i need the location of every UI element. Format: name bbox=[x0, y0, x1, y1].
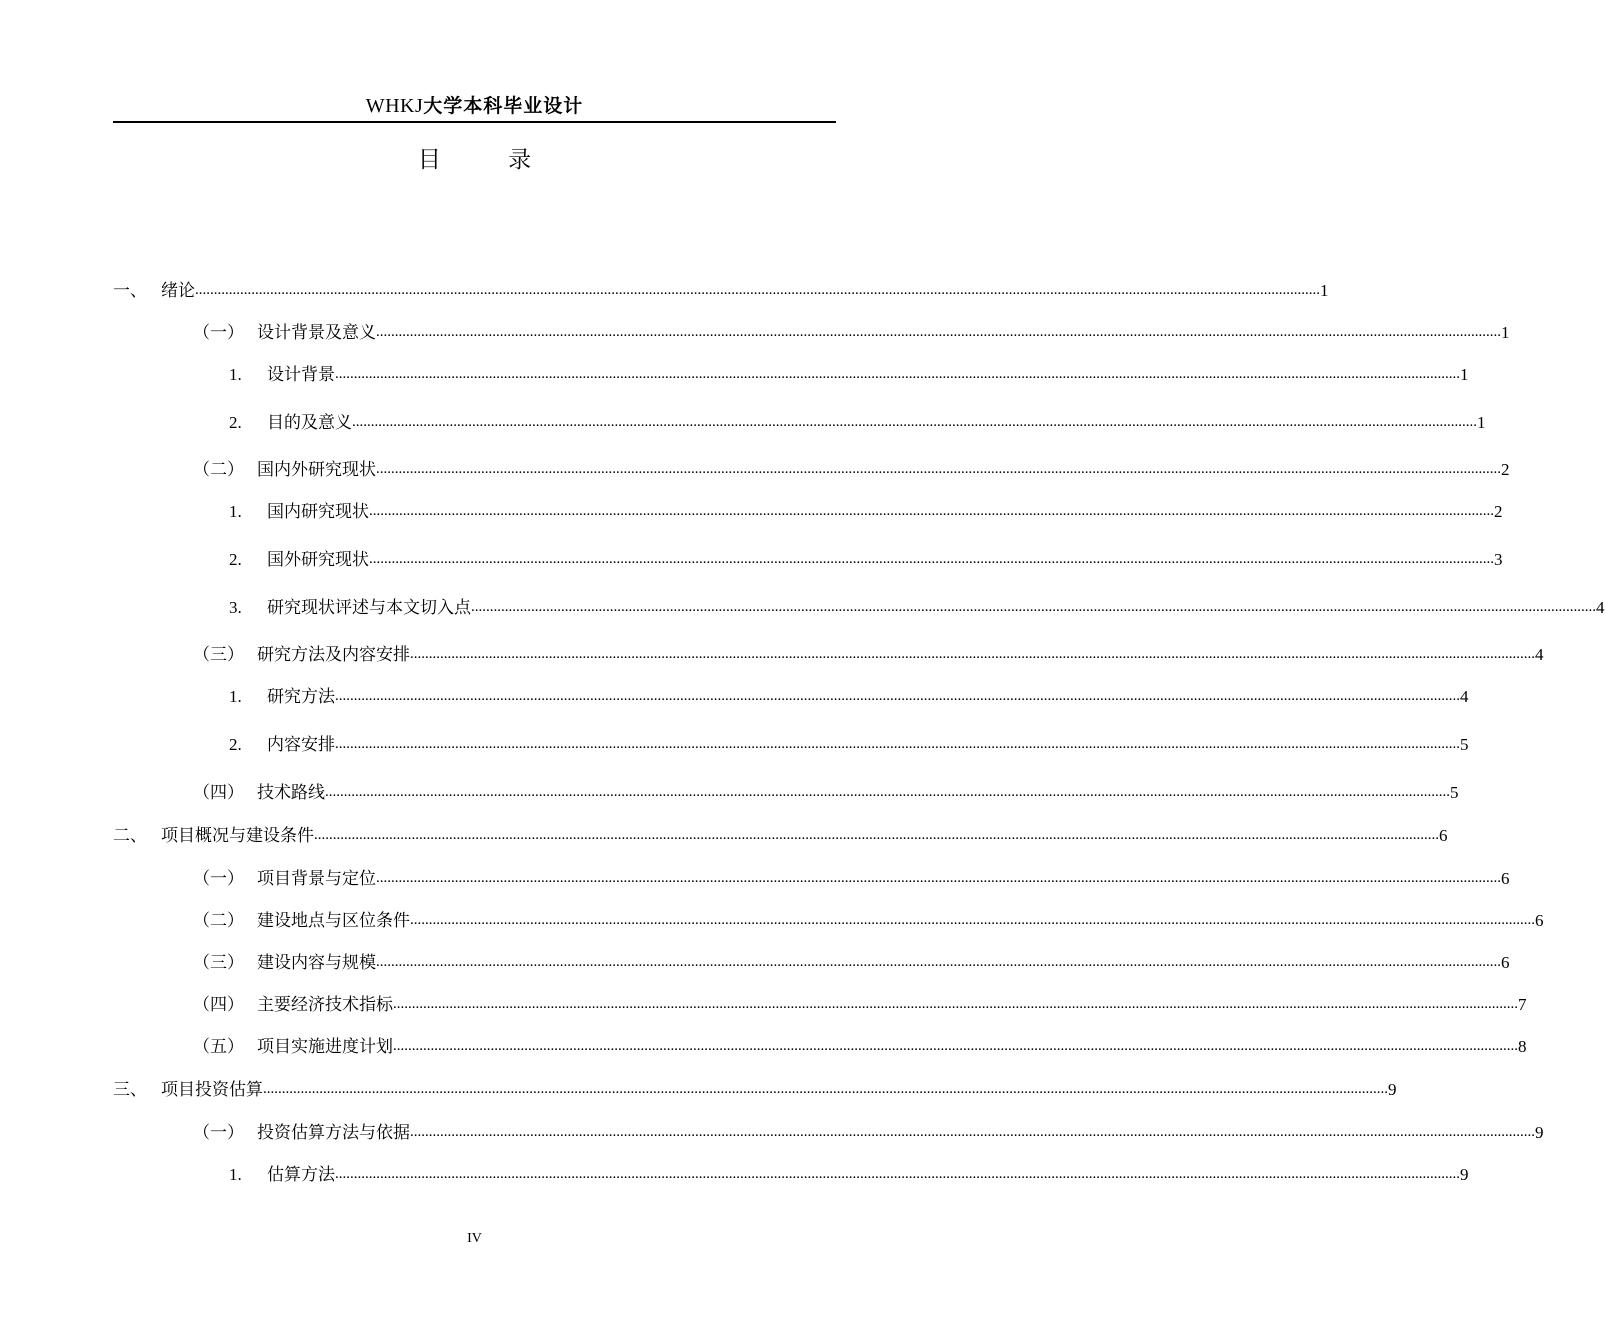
toc-entry-page: 9 bbox=[1460, 1165, 1469, 1184]
toc-entry[interactable] bbox=[193, 1035, 1527, 1059]
toc-dot-leader: ............................................................................................................................................................................................................................................................................................................ bbox=[335, 366, 1460, 382]
toc-entry[interactable] bbox=[193, 909, 1544, 933]
toc-entry-title: 建设地点与区位条件 bbox=[257, 911, 410, 931]
header-rule bbox=[113, 121, 836, 123]
toc-entry-title: 项目背景与定位 bbox=[257, 869, 376, 889]
toc-entry-page: 2 bbox=[1501, 460, 1510, 479]
toc-entry[interactable] bbox=[229, 363, 1469, 387]
toc-entry-title: 研究现状评述与本文切入点 bbox=[267, 598, 471, 618]
toc-entry-page: 1 bbox=[1320, 281, 1329, 300]
toc-entry-number: 2. bbox=[229, 550, 242, 569]
toc-entry-number: 1. bbox=[229, 687, 242, 706]
toc-entry-page: 1 bbox=[1501, 323, 1510, 342]
toc-entry-page: 7 bbox=[1518, 995, 1527, 1014]
toc-entry-title: 设计背景 bbox=[267, 365, 335, 385]
toc-entry-number: （三） bbox=[193, 645, 244, 664]
toc-entry[interactable] bbox=[193, 321, 1510, 345]
toc-entry-title: 研究方法及内容安排 bbox=[257, 645, 410, 665]
toc-dot-leader: ............................................................................................................................................................................................................................................................................................................ bbox=[376, 954, 1501, 970]
toc-entry-number: 一、 bbox=[113, 281, 147, 300]
toc-entry-number: 1. bbox=[229, 502, 242, 521]
toc-entry[interactable] bbox=[113, 1078, 1397, 1102]
toc-entry-number: 1. bbox=[229, 365, 242, 384]
toc-entry-page: 5 bbox=[1450, 783, 1459, 802]
toc-dot-leader: ............................................................................................................................................................................................................................................................................................................ bbox=[376, 870, 1501, 886]
toc-dot-leader: ............................................................................................................................................................................................................................................................................................................ bbox=[335, 736, 1460, 752]
toc-entry-page: 8 bbox=[1518, 1037, 1527, 1056]
toc-entry[interactable] bbox=[229, 500, 1503, 524]
toc-entry-number: （五） bbox=[193, 1037, 244, 1056]
toc-entry[interactable] bbox=[229, 411, 1486, 435]
page-number: IV bbox=[467, 1231, 482, 1246]
toc-dot-leader: ............................................................................................................................................................................................................................................................................................................ bbox=[335, 688, 1460, 704]
toc-entry-number: （一） bbox=[193, 1123, 244, 1142]
toc-entry-number: （三） bbox=[193, 953, 244, 972]
toc-entry-page: 3 bbox=[1494, 550, 1503, 569]
toc-entry-number: （一） bbox=[193, 869, 244, 888]
toc-dot-leader: ............................................................................................................................................................................................................................................................................................................ bbox=[314, 827, 1439, 843]
toc-dot-leader: ............................................................................................................................................................................................................................................................................................................ bbox=[325, 784, 1450, 800]
toc-entry[interactable] bbox=[229, 733, 1469, 757]
toc-entry-title: 技术路线 bbox=[257, 783, 325, 803]
toc-dot-leader: ............................................................................................................................................................................................................................................................................................................ bbox=[471, 599, 1596, 615]
toc-entry-number: 二、 bbox=[113, 826, 147, 845]
toc-entry-title: 目的及意义 bbox=[267, 413, 352, 433]
toc-entry-title: 项目投资估算 bbox=[161, 1080, 263, 1100]
toc-entry-title: 主要经济技术指标 bbox=[257, 995, 393, 1015]
toc-entry-title: 国内外研究现状 bbox=[257, 460, 376, 480]
toc-entry-page: 6 bbox=[1501, 869, 1510, 888]
toc-dot-leader: ............................................................................................................................................................................................................................................................................................................ bbox=[369, 503, 1494, 519]
toc-entry-page: 6 bbox=[1501, 953, 1510, 972]
header-university-code: WHKJ bbox=[365, 95, 424, 117]
toc-entry-number: （一） bbox=[193, 323, 244, 342]
toc-dot-leader: ............................................................................................................................................................................................................................................................................................................ bbox=[410, 646, 1535, 662]
toc-entry-title: 内容安排 bbox=[267, 735, 335, 755]
toc-entry-page: 6 bbox=[1439, 826, 1448, 845]
toc-entry-page: 9 bbox=[1535, 1123, 1544, 1142]
toc-entry[interactable] bbox=[193, 781, 1459, 805]
toc-entry-number: （二） bbox=[193, 911, 244, 930]
toc-entry-title: 绪论 bbox=[161, 281, 195, 301]
toc-entry-page: 4 bbox=[1460, 687, 1469, 706]
toc-dot-leader: ............................................................................................................................................................................................................................................................................................................ bbox=[393, 996, 1518, 1012]
toc-entry-title: 国内研究现状 bbox=[267, 502, 369, 522]
toc-dot-leader: ............................................................................................................................................................................................................................................................................................................ bbox=[410, 912, 1535, 928]
toc-dot-leader: ............................................................................................................................................................................................................................................................................................................ bbox=[376, 461, 1501, 477]
toc-entry-title: 项目实施进度计划 bbox=[257, 1037, 393, 1057]
toc-entry-page: 6 bbox=[1535, 911, 1544, 930]
toc-entry[interactable] bbox=[113, 824, 1448, 848]
toc-entry-title: 投资估算方法与依据 bbox=[257, 1123, 410, 1143]
toc-entry[interactable] bbox=[229, 1163, 1469, 1187]
toc-entry-number: 1. bbox=[229, 1165, 242, 1184]
toc-entry-title: 项目概况与建设条件 bbox=[161, 826, 314, 846]
toc-dot-leader: ............................................................................................................................................................................................................................................................................................................ bbox=[195, 282, 1320, 298]
toc-entry-page: 5 bbox=[1460, 735, 1469, 754]
toc-entry-title: 估算方法 bbox=[267, 1165, 335, 1185]
header-document-type: 大学本科毕业设计 bbox=[423, 95, 584, 117]
toc-entry-number: （四） bbox=[193, 783, 244, 802]
toc-entry-title: 国外研究现状 bbox=[267, 550, 369, 570]
toc-entry-page: 2 bbox=[1494, 502, 1503, 521]
toc-entry-number: （四） bbox=[193, 995, 244, 1014]
toc-entry[interactable] bbox=[229, 685, 1469, 709]
toc-entry[interactable] bbox=[193, 951, 1510, 975]
toc-entry[interactable] bbox=[229, 596, 1605, 620]
toc-dot-leader: ............................................................................................................................................................................................................................................................................................................ bbox=[352, 414, 1477, 430]
toc-entry-title: 建设内容与规模 bbox=[257, 953, 376, 973]
toc-entry-number: （二） bbox=[193, 460, 244, 479]
toc-title: 目 录 bbox=[417, 147, 562, 173]
running-header bbox=[113, 93, 836, 119]
toc-entry[interactable] bbox=[193, 993, 1527, 1017]
toc-entry[interactable] bbox=[193, 643, 1544, 667]
toc-entry-number: 2. bbox=[229, 413, 242, 432]
toc-entry-page: 9 bbox=[1388, 1080, 1397, 1099]
toc-entry-number: 2. bbox=[229, 735, 242, 754]
toc-entry-page: 4 bbox=[1596, 598, 1605, 617]
toc-entry[interactable] bbox=[193, 867, 1510, 891]
toc-entry-page: 1 bbox=[1460, 365, 1469, 384]
toc-entry-page: 1 bbox=[1477, 413, 1486, 432]
toc-entry[interactable] bbox=[193, 1121, 1544, 1145]
toc-dot-leader: ............................................................................................................................................................................................................................................................................................................ bbox=[410, 1124, 1535, 1140]
toc-dot-leader: ............................................................................................................................................................................................................................................................................................................ bbox=[393, 1038, 1518, 1054]
toc-entry-page: 4 bbox=[1535, 645, 1544, 664]
toc-entry[interactable] bbox=[113, 279, 1329, 303]
toc-entry-title: 研究方法 bbox=[267, 687, 335, 707]
toc-dot-leader: ............................................................................................................................................................................................................................................................................................................ bbox=[335, 1166, 1460, 1182]
toc-dot-leader: ............................................................................................................................................................................................................................................................................................................ bbox=[369, 551, 1494, 567]
toc-dot-leader: ............................................................................................................................................................................................................................................................................................................ bbox=[376, 324, 1501, 340]
toc-entry-number: 3. bbox=[229, 598, 242, 617]
toc-entry[interactable] bbox=[229, 548, 1503, 572]
toc-entry-title: 设计背景及意义 bbox=[257, 323, 376, 343]
toc-entry[interactable] bbox=[193, 458, 1510, 482]
toc-entry-number: 三、 bbox=[113, 1080, 147, 1099]
toc-dot-leader: ............................................................................................................................................................................................................................................................................................................ bbox=[263, 1081, 1388, 1097]
